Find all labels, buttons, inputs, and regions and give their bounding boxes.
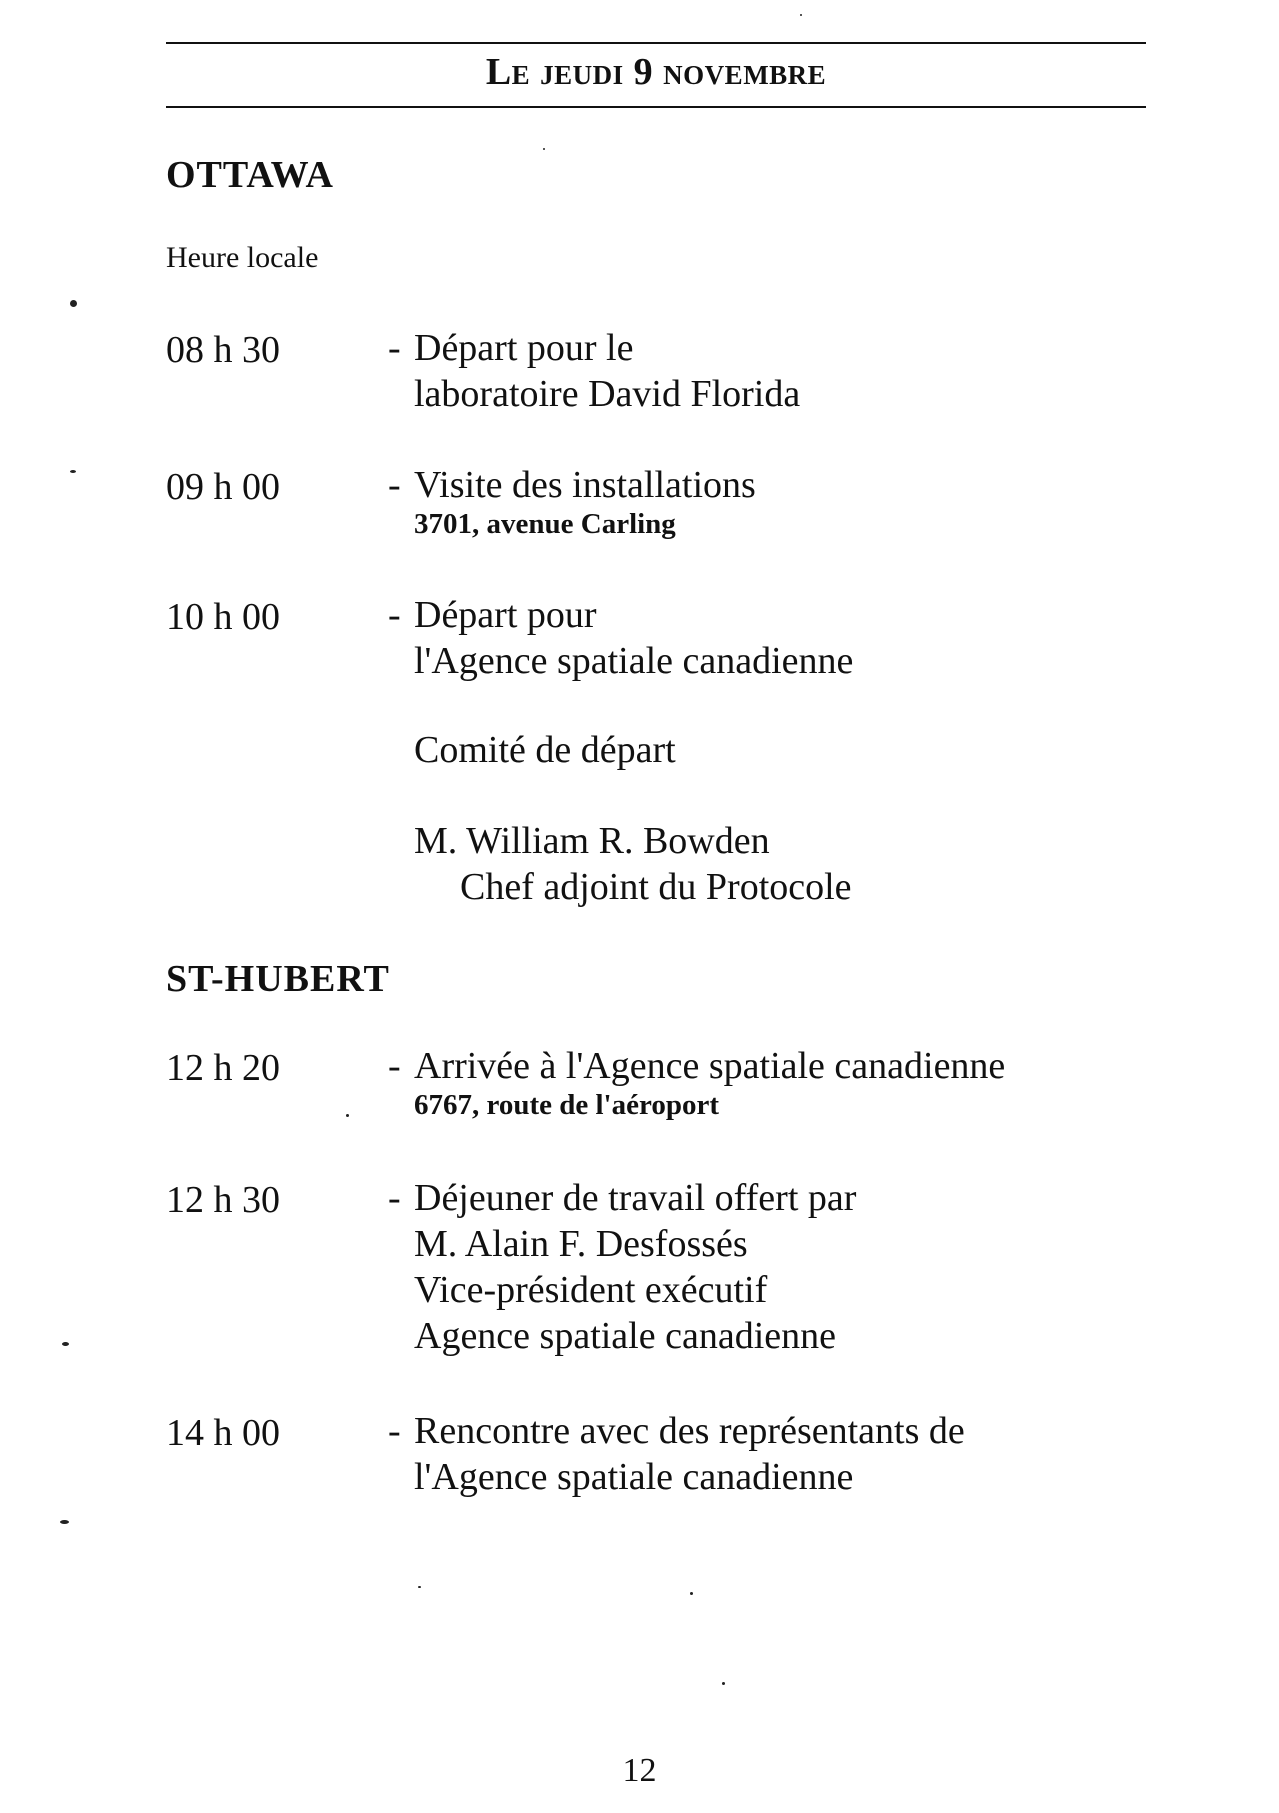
scan-speck — [800, 14, 802, 16]
entry-description — [388, 1175, 856, 1359]
entry-dash: - — [388, 1410, 401, 1452]
entry-line: Vice-président exécutif — [414, 1269, 768, 1311]
page-number: 12 — [622, 1752, 657, 1789]
entry-time: 09 h 00 — [166, 466, 280, 508]
entry-line: Déjeuner de travail offert par — [414, 1177, 857, 1219]
entry-line: Visite des installations — [414, 464, 756, 506]
scan-speck — [62, 1342, 69, 1346]
entry-dash: - — [388, 1045, 401, 1087]
entry-line: Départ pour — [414, 594, 597, 636]
scan-speck — [60, 1520, 69, 1524]
entry-description — [388, 1408, 965, 1500]
section-city-ottawa: OTTAWA — [166, 154, 334, 196]
entry-time: 14 h 00 — [166, 1412, 280, 1454]
entry-time: 12 h 30 — [166, 1179, 280, 1221]
section-city-st-hubert: ST-HUBERT — [166, 958, 390, 1000]
entry-time: 08 h 30 — [166, 329, 280, 371]
departure-committee-label: Comité de départ — [414, 729, 676, 771]
entry-line: M. Alain F. Desfossés — [414, 1223, 748, 1265]
entry-description — [388, 592, 853, 684]
entry-dash: - — [388, 594, 401, 636]
entry-dash: - — [388, 464, 401, 506]
scan-speck — [543, 148, 545, 150]
scan-speck — [418, 1586, 421, 1588]
entry-description — [388, 1043, 1005, 1121]
entry-description — [388, 462, 756, 540]
departure-committee-person — [414, 818, 852, 910]
entry-address: 6767, route de l'aéroport — [414, 1089, 719, 1121]
entry-line: Agence spatiale canadienne — [414, 1315, 836, 1357]
scan-speck — [70, 470, 76, 473]
header-top-rule — [166, 42, 1146, 44]
scan-speck — [346, 1114, 349, 1117]
entry-line: laboratoire David Florida — [414, 373, 801, 415]
entry-description — [388, 325, 800, 417]
entry-address: 3701, avenue Carling — [414, 508, 676, 540]
scan-speck — [70, 300, 77, 307]
person-name: M. William R. Bowden — [414, 820, 770, 862]
entry-line: Départ pour le — [414, 327, 634, 369]
scan-speck — [690, 1592, 693, 1595]
scan-speck — [722, 1682, 725, 1685]
entry-line: l'Agence spatiale canadienne — [414, 1456, 854, 1498]
entry-time: 10 h 00 — [166, 596, 280, 638]
local-time-label: Heure locale — [166, 241, 319, 274]
entry-time: 12 h 20 — [166, 1047, 280, 1089]
entry-line: l'Agence spatiale canadienne — [414, 640, 854, 682]
person-role: Chef adjoint du Protocole — [460, 866, 852, 908]
entry-dash: - — [388, 1177, 401, 1219]
page-title: Le jeudi 9 novembre — [485, 51, 827, 93]
header-bottom-rule — [166, 106, 1146, 108]
entry-line: Arrivée à l'Agence spatiale canadienne — [414, 1045, 1006, 1087]
entry-line: Rencontre avec des représentants de — [414, 1410, 965, 1452]
entry-dash: - — [388, 327, 401, 369]
